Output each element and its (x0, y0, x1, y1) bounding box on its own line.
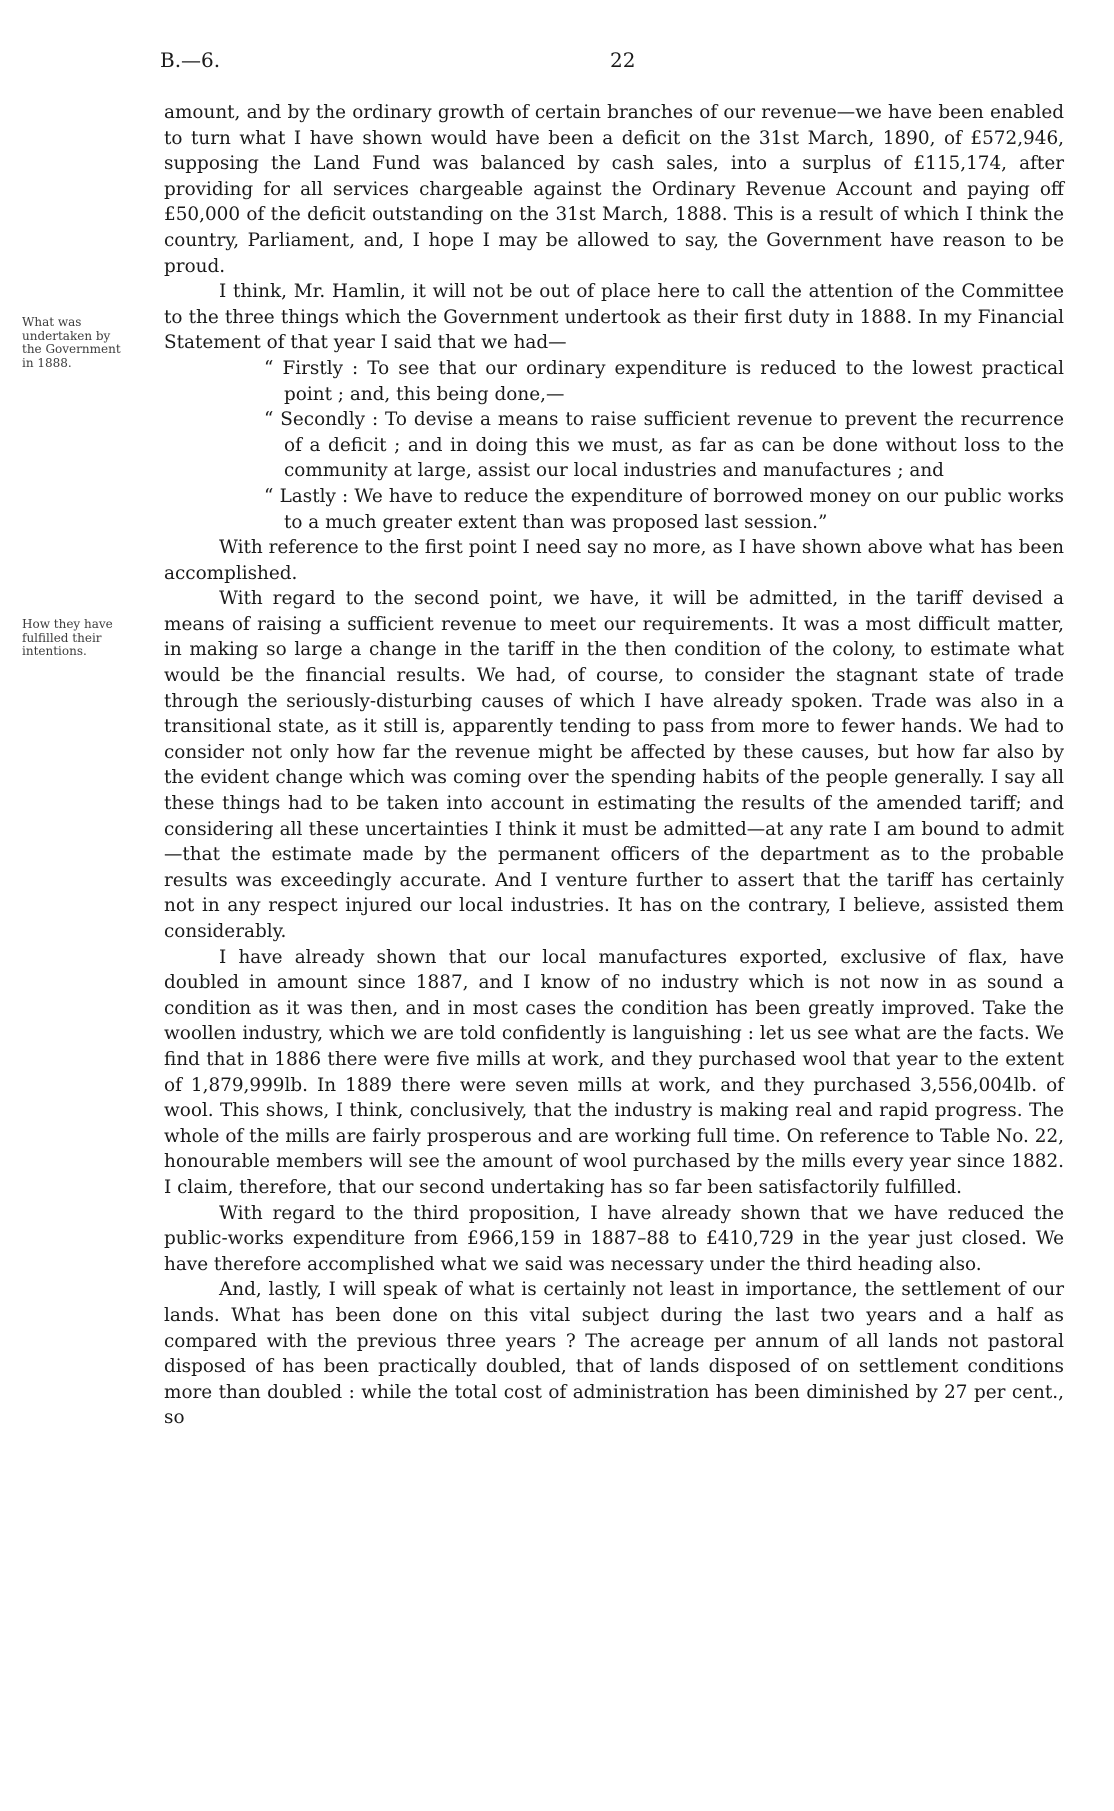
margin-note-line: undertaken by (22, 328, 111, 343)
document-reference: B.—6. (160, 48, 221, 72)
quote-secondly: “ Secondly : To devise a means to raise sufficient revenue to prevent the recurrence of a deficit ; and in doing this we must, as far as can be done without loss to the community at large, assist our local industries and manufactures ; and (264, 409, 1064, 482)
margin-note-line: How they have (22, 617, 113, 631)
paragraph-third-proposition: With regard to the third proposition, I have already shown that we have reduced the public-works expenditure from £966,159 in 1887–88 to £410,729 in the year just closed. We have therefore accomplished what we said was necessary under the third heading also. (164, 1202, 1064, 1275)
margin-note-line: What was (22, 315, 82, 329)
margin-note-fulfilled (22, 618, 152, 659)
margin-note-line: the Government (22, 342, 121, 356)
margin-note-line: fulfilled their (22, 630, 102, 645)
quote-firstly: “ Firstly : To see that our ordinary expenditure is reduced to the lowest practical point ; and, this being done,— (264, 357, 1064, 405)
page-number: 22 (610, 48, 636, 72)
paragraph-continuation: amount, and by the ordinary growth of certain branches of our revenue—we have been enabled to turn what I have shown would have been a deficit on the 31st March, 1890, of £572,946, supposing the Land Fund was balanced by cash sales, into a surplus of £115,174, after providing for all services chargeable against the Ordinary Revenue Account and paying off £50,000 of the deficit outstanding on the 31st March, 1888. This is a result of which I think the country, Parliament, and, I hope I may be allowed to say, the Government have reason to be proud. (164, 102, 1064, 277)
paragraph-manufactures: I have already shown that our local manufactures exported, exclusive of flax, have doubled in amount since 1887, and I know of no industry which is not now in as sound a condition as it was then, and in most cases the condition has been greatly improved. Take the woollen industry, which we are told confidently is languishing : let us see what are the facts. We find that in 1886 there were five mills at work, and they purchased wool that year to the extent of 1,879,999lb. In 1889 there were seven mills at work, and they purchased 3,556,004lb. of wool. This shows, I think, conclusively, that the industry is making real and rapid progress. The whole of the mills are fairly prosperous and are working full time. On reference to Table No. 22, honourable members will see the amount of wool purchased by the mills every year since 1882. I claim, therefore, that our second undertaking has so far been satisfactorily fulfilled. (164, 946, 1064, 1198)
margin-note-line: intentions. (22, 644, 87, 658)
page-header (160, 48, 636, 76)
paragraph-committee-attention: I think, Mr. Hamlin, it will not be out of place here to call the attention of the Committee to the three things which the Government undertook as their first duty in 1888. In my Financial Statement of that year I said that we had— (164, 281, 1064, 354)
body-text (164, 100, 1064, 1431)
margin-note-undertaken (22, 316, 152, 370)
margin-note-line: in 1888. (22, 355, 72, 370)
paragraph-land-settlement: And, lastly, I will speak of what is certainly not least in importance, the settlement of our lands. What has been done on this vital subject during the last two years and a half as compared with the previous three years ? The acreage per annum of all lands not pastoral disposed of has been practically doubled, that of lands disposed of on settlement conditions more than doubled : while the total cost of administration has been diminished by 27 per cent., so (164, 1279, 1064, 1429)
paragraph-second-point: With regard to the second point, we have, it will be admitted, in the tariff devised a means of raising a sufficient revenue to meet our requirements. It was a most difficult matter, in making so large a change in the tariff in the then condition of the colony, to estimate what would be the financial results. We had, of course, to consider the stagnant state of trade through the seriously-disturbing causes of which I have already spoken. Trade was also in a transitional state, as it still is, apparently tending to pass from more to fewer hands. We had to consider not only how far the revenue might be affected by these causes, but how far also by the evident change which was coming over the spending habits of the people generally. I say all these things had to be taken into account in estimating the results of the amended tariff; and considering all these uncertainties I think it must be admitted—at any rate I am bound to admit—that the estimate made by the permanent officers of the department as to the probable results was exceedingly accurate. And I venture further to assert that the tariff has certainly not in any respect injured our local industries. It has on the contrary, I believe, assisted them considerably. (164, 588, 1064, 942)
paragraph-first-point: With reference to the first point I need say no more, as I have shown above what has been accomplished. (164, 537, 1064, 584)
quote-lastly: “ Lastly : We have to reduce the expenditure of borrowed money on our public works to a much greater extent than was proposed last session.” (264, 485, 1064, 533)
quoted-statement (164, 356, 1064, 535)
